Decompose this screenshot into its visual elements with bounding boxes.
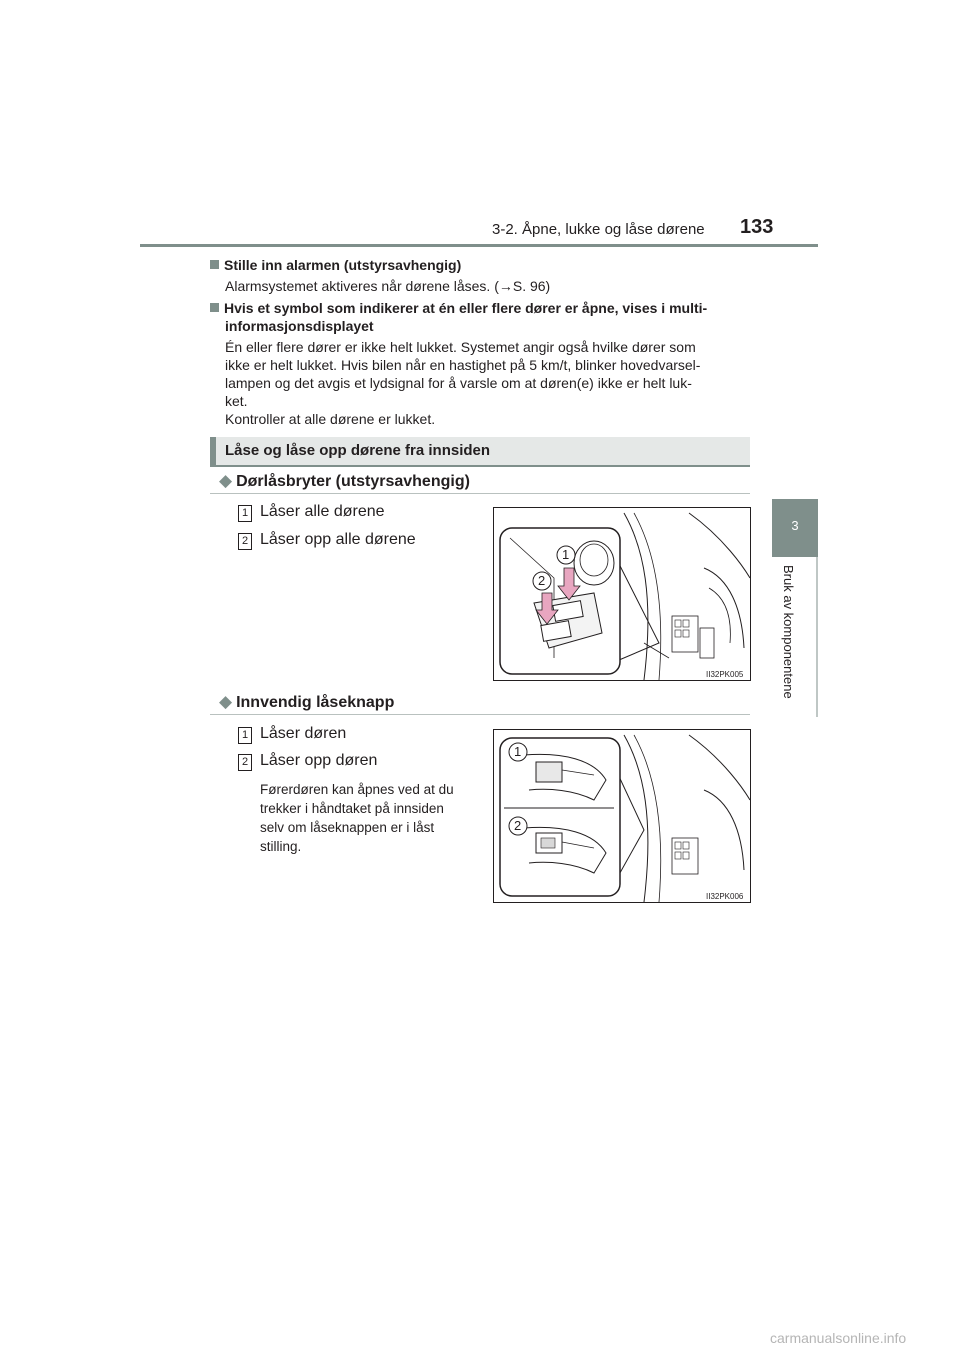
item-number-badge: 2 — [238, 754, 252, 771]
running-header: 3-2. Åpne, lukke og låse dørene — [492, 221, 705, 238]
figure-code: II32PK006 — [706, 892, 744, 901]
note-body-alarm: Alarmsystemet aktiveres når dørene låses. (→S. 96) — [225, 278, 551, 294]
list-item-text: Låser alle dørene — [260, 503, 385, 520]
callout-2: 2 — [514, 818, 522, 833]
list-item — [238, 725, 252, 744]
header-rule — [140, 244, 818, 247]
note-body-line: ket. — [225, 393, 248, 409]
inside-lock-note-line: stilling. — [260, 839, 302, 854]
section-heading-accent — [210, 437, 216, 467]
inside-lock-note-line: Førerdøren kan åpnes ved at du — [260, 782, 454, 797]
item-number-badge: 1 — [238, 505, 252, 522]
note-heading-door-symbol: Hvis et symbol som indikerer at én eller flere dører er åpne, vises i multi- — [210, 299, 707, 317]
list-item-text: Låser opp døren — [260, 752, 378, 769]
section-title: Låse og låse opp dørene fra innsiden — [225, 442, 491, 459]
callout-2: 2 — [538, 573, 546, 588]
note-body-line: Én eller flere dører er ikke helt lukket. Systemet angir også hvilke dører som — [225, 339, 696, 355]
list-item-text: Låser døren — [260, 725, 347, 742]
door-lock-switch-illustration — [494, 508, 750, 680]
inside-lock-button-illustration — [494, 730, 750, 902]
subsection-rule — [210, 714, 750, 715]
figure-door-lock-switch — [493, 507, 751, 681]
list-item — [238, 752, 252, 771]
note-body-line: lampen og det avgis et lydsignal for å varsle om at døren(e) ikke er helt luk- — [225, 375, 692, 391]
diamond-bullet-icon: ◆ — [219, 692, 233, 711]
list-item — [238, 503, 252, 522]
list-item-text: Låser opp alle dørene — [260, 531, 416, 548]
figure-code: II32PK005 — [706, 670, 744, 679]
callout-1: 1 — [514, 744, 522, 759]
note-body-line: Kontroller at alle dørene er lukket. — [225, 411, 436, 427]
item-number-badge: 1 — [238, 727, 252, 744]
list-item — [238, 531, 252, 550]
callout-1: 1 — [562, 547, 570, 562]
note-body-line: ikke er helt lukket. Hvis bilen når en hastighet på 5 km/t, blinker hovedvarsel- — [225, 357, 701, 373]
subsection-title-lock-switch: ◆ Dørlåsbryter (utstyrsavhengig) — [219, 471, 470, 490]
figure-inside-lock-button — [493, 729, 751, 903]
page-number: 133 — [740, 216, 774, 238]
diamond-bullet-icon: ◆ — [219, 471, 233, 490]
inside-lock-note-line: trekker i håndtaket på innsiden — [260, 801, 444, 816]
note-heading-alarm: Stille inn alarmen (utstyrsavhengig) — [210, 256, 461, 274]
square-bullet-icon — [210, 303, 219, 312]
chapter-number: 3 — [791, 518, 799, 533]
square-bullet-icon — [210, 260, 219, 269]
watermark: carmanualsonline.info — [770, 1330, 907, 1346]
subsection-title-inside-lock-button: ◆ Innvendig låseknapp — [219, 692, 395, 711]
chapter-title: Bruk av komponentene — [781, 565, 796, 699]
inside-lock-note-line: selv om låseknappen er i låst — [260, 820, 435, 835]
item-number-badge: 2 — [238, 533, 252, 550]
subsection-rule — [210, 493, 750, 494]
note-heading-door-symbol-line2: informasjonsdisplayet — [225, 318, 374, 334]
